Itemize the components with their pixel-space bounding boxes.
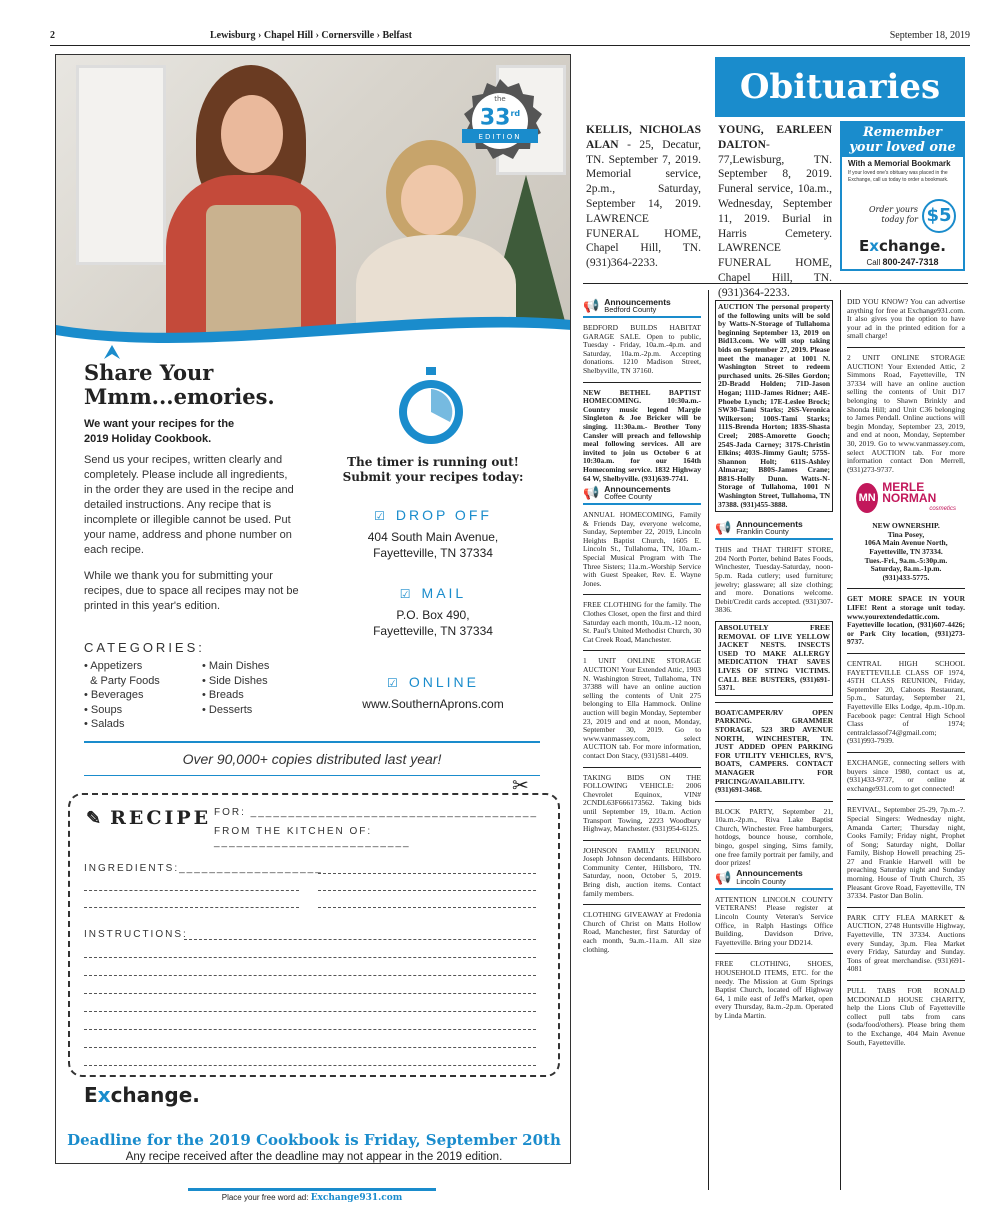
method-mail: ☑ MAIL P.O. Box 490, Fayetteville, TN 37334 <box>373 585 493 638</box>
classified-item: JOHNSON FAMILY REUNION. Joseph Johnson decendants. Hillsboro Community Center, Hillsboro, TN. Saturday, noon, October 5, 2019. Bring dish, auction items. Contact family members. <box>583 845 701 898</box>
classified-item: FREE CLOTHING for the family. The Clothes Closet, open the first and third Saturday each month, 10a.m.-12 noon, St. Paul's United Methodist Church, 30 Cat Creek Road, Manchester. <box>583 600 701 644</box>
classified-item: TAKING BIDS ON THE FOLLOWING VEHICLE: 2006 Chevrolet Equinox, VIN# 2CNDL63F666173562. Taking bids until September 19, 10a.m. Action Transport Towing, 2223 Woodbury Highway, Manchester. (931)954-6125. <box>583 772 701 834</box>
announcements-header: 📢 Announcements Franklin County <box>715 518 833 540</box>
classified-item: NEW BETHEL BAPTIST HOMECOMING. 10:30a.m.-Country music legend Margie Singleton & Joe Bricker will be singing. 11:30a.m.- Brother Tony Cansler will preach and fellowship meal following services. All are invited to join us October 6 at 10:30a.m. for our 164th Homecoming service. 1832 Highway 64 W, Shelbyville. (931)639-7741. <box>583 387 701 483</box>
classifieds-col-3 <box>847 298 965 1047</box>
kitchen-timer-icon <box>396 367 466 447</box>
footer-url[interactable]: Exchange931.com <box>310 1193 403 1203</box>
classified-item: ATTENTION LINCOLN COUNTY VETERANS! Please register at Lincoln County Veteran's Service Office, in Ralph Hastings Office Building, Davidson Drive, Fayetteville. Bring your DD214. <box>715 894 833 947</box>
footer-ad: Place your free word ad: Exchange931.com <box>221 1193 403 1203</box>
checkbox-icon: ☑ <box>399 587 414 601</box>
obituary-kellis: KELLIS, NICHOLAS ALAN - 25, Decatur, TN. September 7, 2019. Memorial service, 2p.m., Saturday, September 14, 2019. LAWRENCE FUNERAL HOME, Chapel Hill, TN. (931)364-2233. <box>586 124 702 270</box>
chevron-up-icon <box>104 345 120 359</box>
announcements-header: 📢 Announcements Coffee County <box>583 483 701 505</box>
page-number: 2 <box>50 30 55 41</box>
scissors-icon: ✂ <box>512 775 529 797</box>
classified-item: THIS and THAT THRIFT STORE, 204 North Porter, behind Bates Foods, Winchester, Tuesday-Saturday, noon-5p.m. Rada cutlery; used furniture; jewelry; glassware; all size clothing; and more. Donations welcome. Debit/Credit cards accepted. (931)307-3836. <box>715 545 833 615</box>
classifieds-col-1 <box>583 296 701 954</box>
classified-item: 1 UNIT ONLINE STORAGE AUCTION! Your Extended Attic, 1903 N. Washington Street, Tullahoma, TN 37388 will have an online auction selling the contents of Unit 275 belonging to Ella Hammock. Online auction will begin Monday, September 23, 2019 and end at noon, Monday, September 30, 2019. Go to www.vanmassey.com, select AUCTION tab. For more information, contact Don Stacy, (931)581-4409. <box>583 656 701 760</box>
for-field[interactable]: FOR: ______________________________________ <box>214 807 539 818</box>
checkbox-icon: ☑ <box>387 676 401 690</box>
header-route: Lewisburg › Chapel Hill › Cornersville › Belfast <box>210 30 412 41</box>
ad-body-1: Send us your recipes, written clearly and completely. Please include all ingredients, in the order they are used in the recipe and detailed instructions. Any recipe that is incomplete or illegible cannot be used. Put your name, address and phone number on each recipe. <box>84 454 294 556</box>
classified-item: BEDFORD BUILDS HABITAT GARAGE SALE. Open to public, Tuesday - Friday, 10a.m.-4p.m. and Saturday, 10a.m.-2p.m. Accepting donations. 1210 Madison Street, Shelbyville, TN 37160. <box>583 323 701 375</box>
instructions-field[interactable]: INSTRUCTIONS: <box>84 929 188 940</box>
categories-title: CATEGORIES: <box>84 640 205 655</box>
baking-photo: the 33rd EDITION <box>56 55 571 345</box>
bee-busters-box: ABSOLUTELY FREE REMOVAL OF LIVE YELLOW JACKET NESTS. INSECTS USED TO MAKE ALLERGY MEDICATION THAT SAVES LIVES OF STING VICTIMS. CALL BEE BUSTERS, (931)691-5371. <box>715 621 833 696</box>
method-dropoff: ☑ DROP OFF 404 South Main Avenue, Fayetteville, TN 37334 <box>367 507 499 560</box>
deadline-notice: Deadline for the 2019 Cookbook is Friday, September 20th Any recipe received after the deadline may not appear in the 2019 edition. <box>67 1131 561 1163</box>
megaphone-icon: 📢 <box>715 519 732 535</box>
blue-wave <box>56 305 571 365</box>
ingredients-field[interactable]: INGREDIENTS:___________________ <box>84 863 323 874</box>
header-date: September 18, 2019 <box>889 30 970 41</box>
classified-item: BOAT/CAMPER/RV OPEN PARKING. GRAMMER STORAGE, 523 3RD AVENUE NORTH, WINCHESTER, TN. JUST ADDED OPEN PARKING FOR UTILITY VEHICLES, RV'S, BOATS, CAMPERS. CONTACT MANAGER FOR PRICING/AVAILABILITY. (931)691-3468. <box>715 707 833 795</box>
megaphone-icon: 📢 <box>583 484 600 500</box>
classifieds-col-2 <box>715 300 833 1021</box>
timer-text: The timer is running out! Submit your recipes today: <box>342 455 524 484</box>
page-header <box>50 30 970 46</box>
from-kitchen-field[interactable]: FROM THE KITCHEN OF: __________________________ <box>214 826 411 848</box>
classified-item: FREE CLOTHING, SHOES, HOUSEHOLD ITEMS, ETC. for the needy. The Mission at Gum Springs Baptist Church, located off Highway 64, 1 mile east of Jeff's Market, open every Thursday, 8a.m.-2p.m. Operated by Linda Martin. <box>715 959 833 1020</box>
price-badge: $5 <box>922 199 956 233</box>
ad-intro: We want your recipes for the 2019 Holiday Cookbook. <box>84 418 235 445</box>
classified-item: PULL TABS FOR RONALD MCDONALD HOUSE CHARITY, help the Lions Club of Fayetteville collect pull tabs from cans (soda/food/others). Please bring them to the Exchange, 404 Main Avenue South, Fayetteville. <box>847 986 965 1047</box>
announcements-header: 📢 Announcements Bedford County <box>583 296 701 318</box>
classified-item: BLOCK PARTY, September 21, 10a.m.-2p.m., Riva Lake Baptist Church, Winchester. Free hamburgers, hotdogs, bounce house, cornhole, bingo, gospel singing, Sims family, one free family portrait per family, and door prizes! <box>715 806 833 868</box>
copies-text: Over 90,000+ copies distributed last year! <box>182 751 442 767</box>
exchange-logo: Exchange. <box>859 237 946 255</box>
merle-norman-logo: MN MERLE NORMAN cosmetics <box>856 480 956 516</box>
merle-norman-ad: NEW OWNERSHIP. Tina Posey, 106A Main Avenue North, Fayetteville, TN 37334. Tues.-Fri., 9a.m.-5:30p.m. Saturday, 8a.m.-1p.m. (931)433-5775. <box>864 521 948 582</box>
obituaries-title: Obituaries <box>715 57 965 117</box>
classified-item: GET MORE SPACE IN YOUR LIFE! Rent a storage unit today. www.yourextendedattic.com. Fayetteville location, (931)607-4426; or Park City location, (931)273-9737. <box>847 594 965 647</box>
classified-item: CLOTHING GIVEAWAY at Fredonia Church of Christ on Matts Hollow Road, Manchester, first Saturday of each month, 9a.m.-11a.m. All size clothing. <box>583 910 701 954</box>
classified-item: PARK CITY FLEA MARKET & AUCTION, 2748 Huntsville Highway, Fayetteville, TN 37334. Auctions every Sunday, 3p.m. Flea Market every Friday, Saturday and Sunday. Tons of great merchandise. (931)691-4081 <box>847 912 965 974</box>
obituary-young: YOUNG, EARLEEN DALTON-77,Lewisburg, TN. September 8, 2019. Funeral service, 10a.m., Wednesday, September 11, 2019. Burial in Harris Cemetery. LAWRENCE FUNERAL HOME, Chapel Hill, TN. (931)364-2233. <box>718 124 832 299</box>
memorial-bookmark-ad: Remember your loved one With a Memorial Bookmark If your loved one's obituary was placed in the Exchange, call us today to order a bookmark. Order yours today for $5 Exchange. Call 800-247-7318 <box>840 121 965 271</box>
whisk-icon: ✎ <box>86 808 105 829</box>
classified-item: CENTRAL HIGH SCHOOL FAYETTEVILLE CLASS OF 1974, 45TH CLASS REUNION, Friday, September 20, Cahoots Restaurant, 5p.m., Saturday, September 21, Fayetteville Elks Lodge, 4p.m.-10p.m. Facebook page: Central High School Class of 1974; centralclassof74@gmail.com; (931)993-7939. <box>847 659 965 746</box>
classified-item: DID YOU KNOW? You can advertise anything for free at Exchange931.com. It also gives you the option to have your ad in the printed edition for a small charge! <box>847 297 965 341</box>
checkbox-icon: ☑ <box>374 509 388 523</box>
cookbook-ad: the 33rd EDITION Share Your Mmm...emories. We want your recipes for the 2019 Holiday Cookbook. Send us your recipes, written clearly and completely. Please include all ingredients, in the order they are used in the recipe and detailed instructions. Any recipe that is incomplete or illegible cannot be used. Put your name, address and phone number on each recipe. While we thank you for submitting your recipes, due to space all recipes may not be printed in this year's edition. CATEGORIES: • Appetizers & Party Foods • Beverages • Soups • Salads • Main Dishes • Side Dishes • Breads • Desserts The timer is running out! Submit your recipes today: ☑ DROP OFF 404 South Main Avenue, Fayetteville, TN 37334 ☑ MAIL P.O. Box 490, Fayetteville, TN 37334 ☑ ONLINE www.SouthernAprons.com Over 90,000+ copies distributed last year! ✂ ✎ RECIPE FOR: ______________________________________ FROM THE KITCHEN OF: __________________________ INGREDIENTS:___________________ INSTRUCTIONS: Exchange. Deadline for the 2019 Cookbook is Friday, September 20th Any recipe received after the deadline may not appear in the 2019 edition. <box>55 54 571 1164</box>
exchange-logo: Exchange. <box>84 1083 200 1107</box>
recipe-title: ✎ RECIPE <box>86 807 212 829</box>
auction-box: AUCTION The personal property of the following units will be sold by Watts-N-Storage of Tullahoma beginning September 13, 2019 on Bid13.com. We will stop taking bids on September 27, 2019. Please meet the manager at 1001 N. Washington Street to redeem purchased units. 26-Siles Gordon; 2D-Bradd Holden; 71D-Jason Hogan; 111D-James Ridner; A4E-Phoebe Lynch; 17E-Leslee Brock; SW30-Tami Starks; 26S-Veronica Wilkerson; 100S-Tami Starks; 111S-Brenda Horton; 183S-Shasta Creel; 208S-Amorette Gooch; 254S-Jada Carney; 317S-Christin Elkins; 403S-Jimmy Gault; 575S-Shannon Holt; 611S-Ashley Almaraz; B80S-James Crane; B81S-Holly Dunn. Watts-N-Storage of Tullahoma, 1001 N Washington Street, Tullahoma, TN 37388. (931)455-3888. <box>715 300 833 512</box>
ad-body-2: While we thank you for submitting your recipes, due to space all recipes may not be printed in this year's edition. <box>84 570 299 612</box>
classified-item: 2 UNIT ONLINE STORAGE AUCTION! Your Extended Attic, 2 Simmons Road, Fayetteville, TN 37334 will have an online auction selling the contents of Unit D17 belonging to Shawn Brinkly and Shonda Hill; and Unit C36 belonging to James Pendall. Online auctions will begin Monday, September 23, 2019, and end at noon, Monday, September 30, 2019. Go to www.vanmassey.com, select AUCTION tab. For more information contact Don Merrell, (931)273-9737. <box>847 352 965 474</box>
ad-headline: Share Your Mmm...emories. <box>84 360 275 409</box>
classified-item: REVIVAL, September 25-29, 7p.m.-?. Special Singers: Wednesday night, Amanda Carter; Thursday night, Cooks Family; Friday night, Prophet of Song; Saturday night, Dollar Family, Bishop Howell preaching 25-27 and Frankie Harwell will be preaching Saturday night and Sunday morning. House of Truth Church, 35 Pleasant Grove Road, Fayetteville, TN 37334. Pastor Dan Bolin. <box>847 805 965 901</box>
method-online: ☑ ONLINE www.SouthernAprons.com <box>362 674 504 711</box>
megaphone-icon: 📢 <box>715 869 732 885</box>
classified-item: ANNUAL HOMECOMING, Family & Friends Day, everyone welcome, Sunday, September 22, 2019, Lincoln Heights Baptist Church, 1605 E. Lincoln St., Tullahoma, TN, 10a.m.-Special Musical Program with The Three Sisters; 11a.m.-Worship Service with Guest Speaker, Rev. E. Wayne Jones. <box>583 510 701 588</box>
classified-item: EXCHANGE, connecting sellers with buyers since 1980, contact us at, (931)433-9737, or online at exchange931.com to get connected! <box>847 757 965 793</box>
announcements-header: 📢 Announcements Lincoln County <box>715 868 833 890</box>
header-rule <box>50 45 970 46</box>
megaphone-icon: 📢 <box>583 297 600 313</box>
